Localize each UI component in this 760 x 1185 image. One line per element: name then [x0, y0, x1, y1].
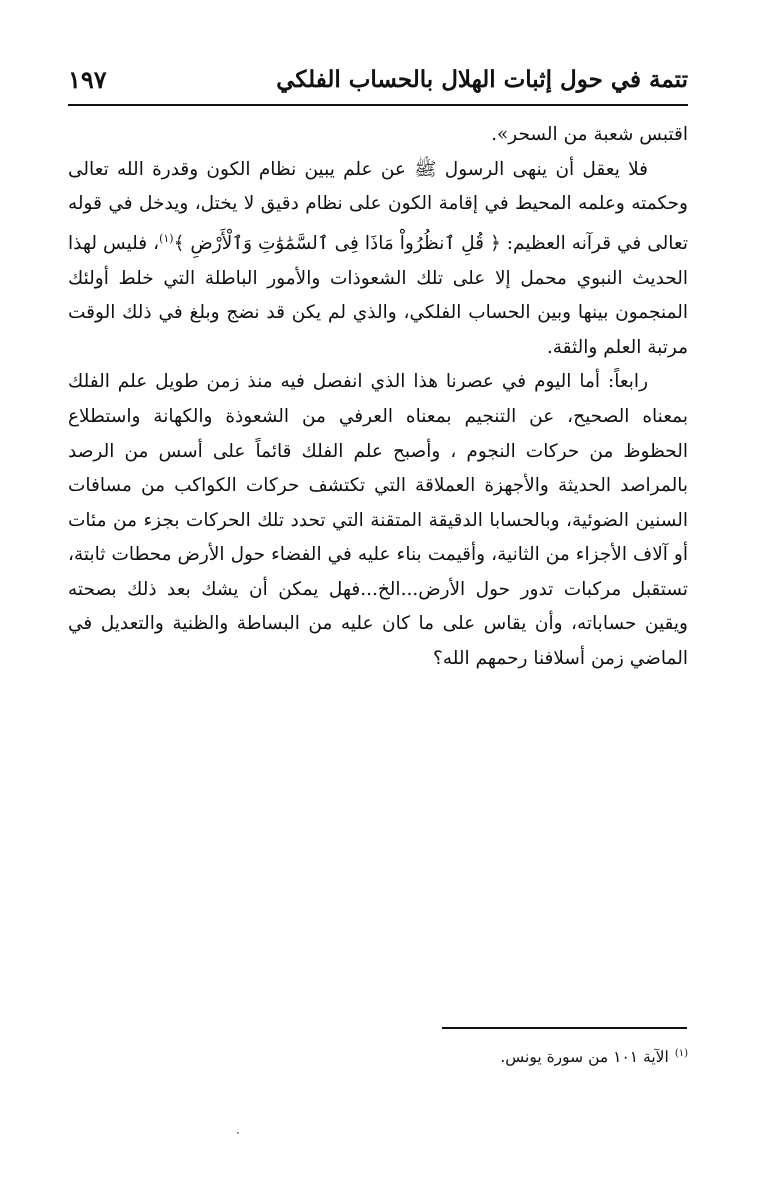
page-header [68, 60, 688, 100]
footnote [68, 1040, 688, 1071]
footnote-text: الآية ١٠١ من سورة يونس. [500, 1048, 669, 1067]
paragraph-1-part-a: فلا يعقل أن ينهى الرسول ﷺ عن علم يبين نظام الكون وقدرة الله تعالى وحكمته وعلمه المحيط في إقامة الكون على نظام دقيق لا يختل، ويدخل في قوله تعالى في قرآنه العظيم: ﴿ قُلِ ٱنظُرُواْ مَاذَا فِى ٱلسَّمَٰوَٰتِ وَٱلْأَرْضِ ﴾ [68, 158, 689, 254]
carry-over-line: اقتبس شعبة من السحر». [491, 124, 688, 145]
paragraph-2: رابعاً: أما اليوم في عصرنا هذا الذي انفصل فيه منذ زمن طويل علم الفلك بمعناه الصحيح، عن التنجيم بمعناه العرفي من الشعوذة والكهانة واستطلاع الحظوظ من حركات النجوم ، وأصبح علم الفلك قائماً على أسس من الرصد بالمراصد الحديثة والأجهزة العملاقة التي تكتشف حركات الكواكب من مسافات السنين الضوئية، وبالحسابا الدقيقة المتقنة التي تحدد تلك الحركات بجزء من مئات أو آلاف الأجزاء من الثانية، وأقيمت بناء عليه في الفضاء حول الأرض محطات ثابتة، تستقبل مركبات تدور حول الأرض...الخ...فهل يمكن أن يشك بعد ذلك بصحته ويقين حساباته، وأن يقاس على ما كان عليه من البساطة والظنية والتعديل في الماضي زمن أسلافنا رحمهم الله؟ [68, 371, 688, 670]
footnote-rule [442, 1027, 687, 1029]
body-text [68, 118, 688, 677]
paragraph-1 [68, 153, 688, 366]
scan-speck [237, 1132, 239, 1134]
footnote-reference: (١) [159, 231, 174, 245]
running-title: تتمة في حول إثبات الهلال بالحساب الفلكي [276, 66, 688, 93]
page-number: ١٩٧ [68, 65, 107, 94]
footnote-number: (١) [674, 1048, 688, 1059]
header-rule [68, 104, 688, 106]
paragraph-1-part-b: ، فليس لهذا الحديث النبوي محمل إلا على تلك الشعوذات والأمور الباطلة التي خلط أولئك المنجمون بينها وبين الحساب الفلكي، والذي لم يكن قد نضج وبلغ في ذلك الوقت مرتبة العلم والثقة. [68, 232, 688, 358]
